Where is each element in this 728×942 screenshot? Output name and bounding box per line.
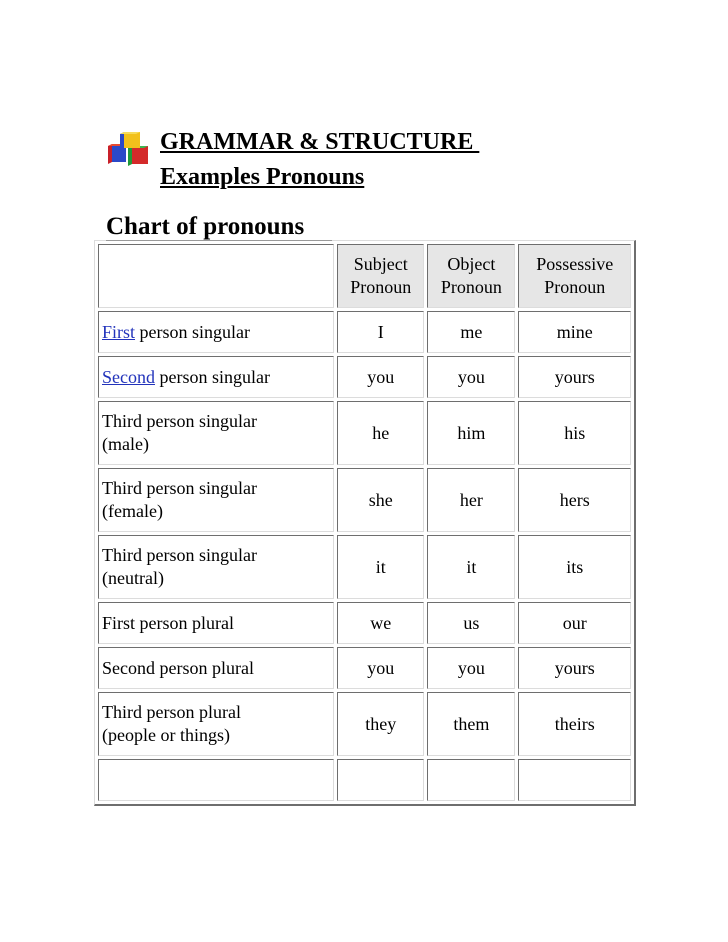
table-header-row xyxy=(98,244,631,308)
possessive-cell: yours xyxy=(518,356,631,398)
possessive-cell: theirs xyxy=(518,692,631,756)
chart-title-divider xyxy=(106,240,332,241)
object-cell: you xyxy=(427,647,515,689)
page-title: GRAMMAR & STRUCTURE xyxy=(160,129,480,155)
empty-cell xyxy=(337,759,424,801)
toy-blocks-icon xyxy=(106,128,154,168)
table-row xyxy=(98,311,631,353)
row-label: First person singular xyxy=(98,311,334,353)
subject-cell: we xyxy=(337,602,424,644)
row-label: Third person plural (people or things) xyxy=(98,692,334,756)
subject-cell: he xyxy=(337,401,424,465)
possessive-cell: mine xyxy=(518,311,631,353)
row-label: Third person singular (female) xyxy=(98,468,334,532)
subject-cell: I xyxy=(337,311,424,353)
empty-cell xyxy=(427,759,515,801)
row-label: Third person singular (neutral) xyxy=(98,535,334,599)
column-header-subject: Subject Pronoun xyxy=(337,244,424,308)
column-header-object: Object Pronoun xyxy=(427,244,515,308)
possessive-cell: his xyxy=(518,401,631,465)
object-cell: us xyxy=(427,602,515,644)
subject-cell: it xyxy=(337,535,424,599)
empty-table-row xyxy=(98,759,631,801)
table-row xyxy=(98,401,631,465)
object-cell: me xyxy=(427,311,515,353)
page-subtitle: Examples Pronouns xyxy=(160,164,365,190)
object-cell: them xyxy=(427,692,515,756)
chart-title: Chart of pronouns xyxy=(106,213,305,240)
table-row xyxy=(98,356,631,398)
table-row xyxy=(98,602,631,644)
object-cell: you xyxy=(427,356,515,398)
pronoun-table xyxy=(94,240,636,806)
column-header-possessive: Possessive Pronoun xyxy=(518,244,631,308)
subject-cell: you xyxy=(337,356,424,398)
subject-cell: you xyxy=(337,647,424,689)
empty-header-cell xyxy=(98,244,334,308)
empty-cell xyxy=(518,759,631,801)
table-row xyxy=(98,468,631,532)
table-row xyxy=(98,535,631,599)
first-link[interactable]: First xyxy=(102,321,136,342)
table-row xyxy=(98,692,631,756)
row-label: First person plural xyxy=(98,602,334,644)
second-link[interactable]: Second xyxy=(102,366,155,387)
empty-cell xyxy=(98,759,334,801)
object-cell: her xyxy=(427,468,515,532)
possessive-cell: hers xyxy=(518,468,631,532)
table-row xyxy=(98,647,631,689)
row-label: Second person plural xyxy=(98,647,334,689)
subject-cell: she xyxy=(337,468,424,532)
object-cell: it xyxy=(427,535,515,599)
subject-cell: they xyxy=(337,692,424,756)
possessive-cell: our xyxy=(518,602,631,644)
object-cell: him xyxy=(427,401,515,465)
possessive-cell: its xyxy=(518,535,631,599)
possessive-cell: yours xyxy=(518,647,631,689)
row-label: Second person singular xyxy=(98,356,334,398)
row-label: Third person singular (male) xyxy=(98,401,334,465)
